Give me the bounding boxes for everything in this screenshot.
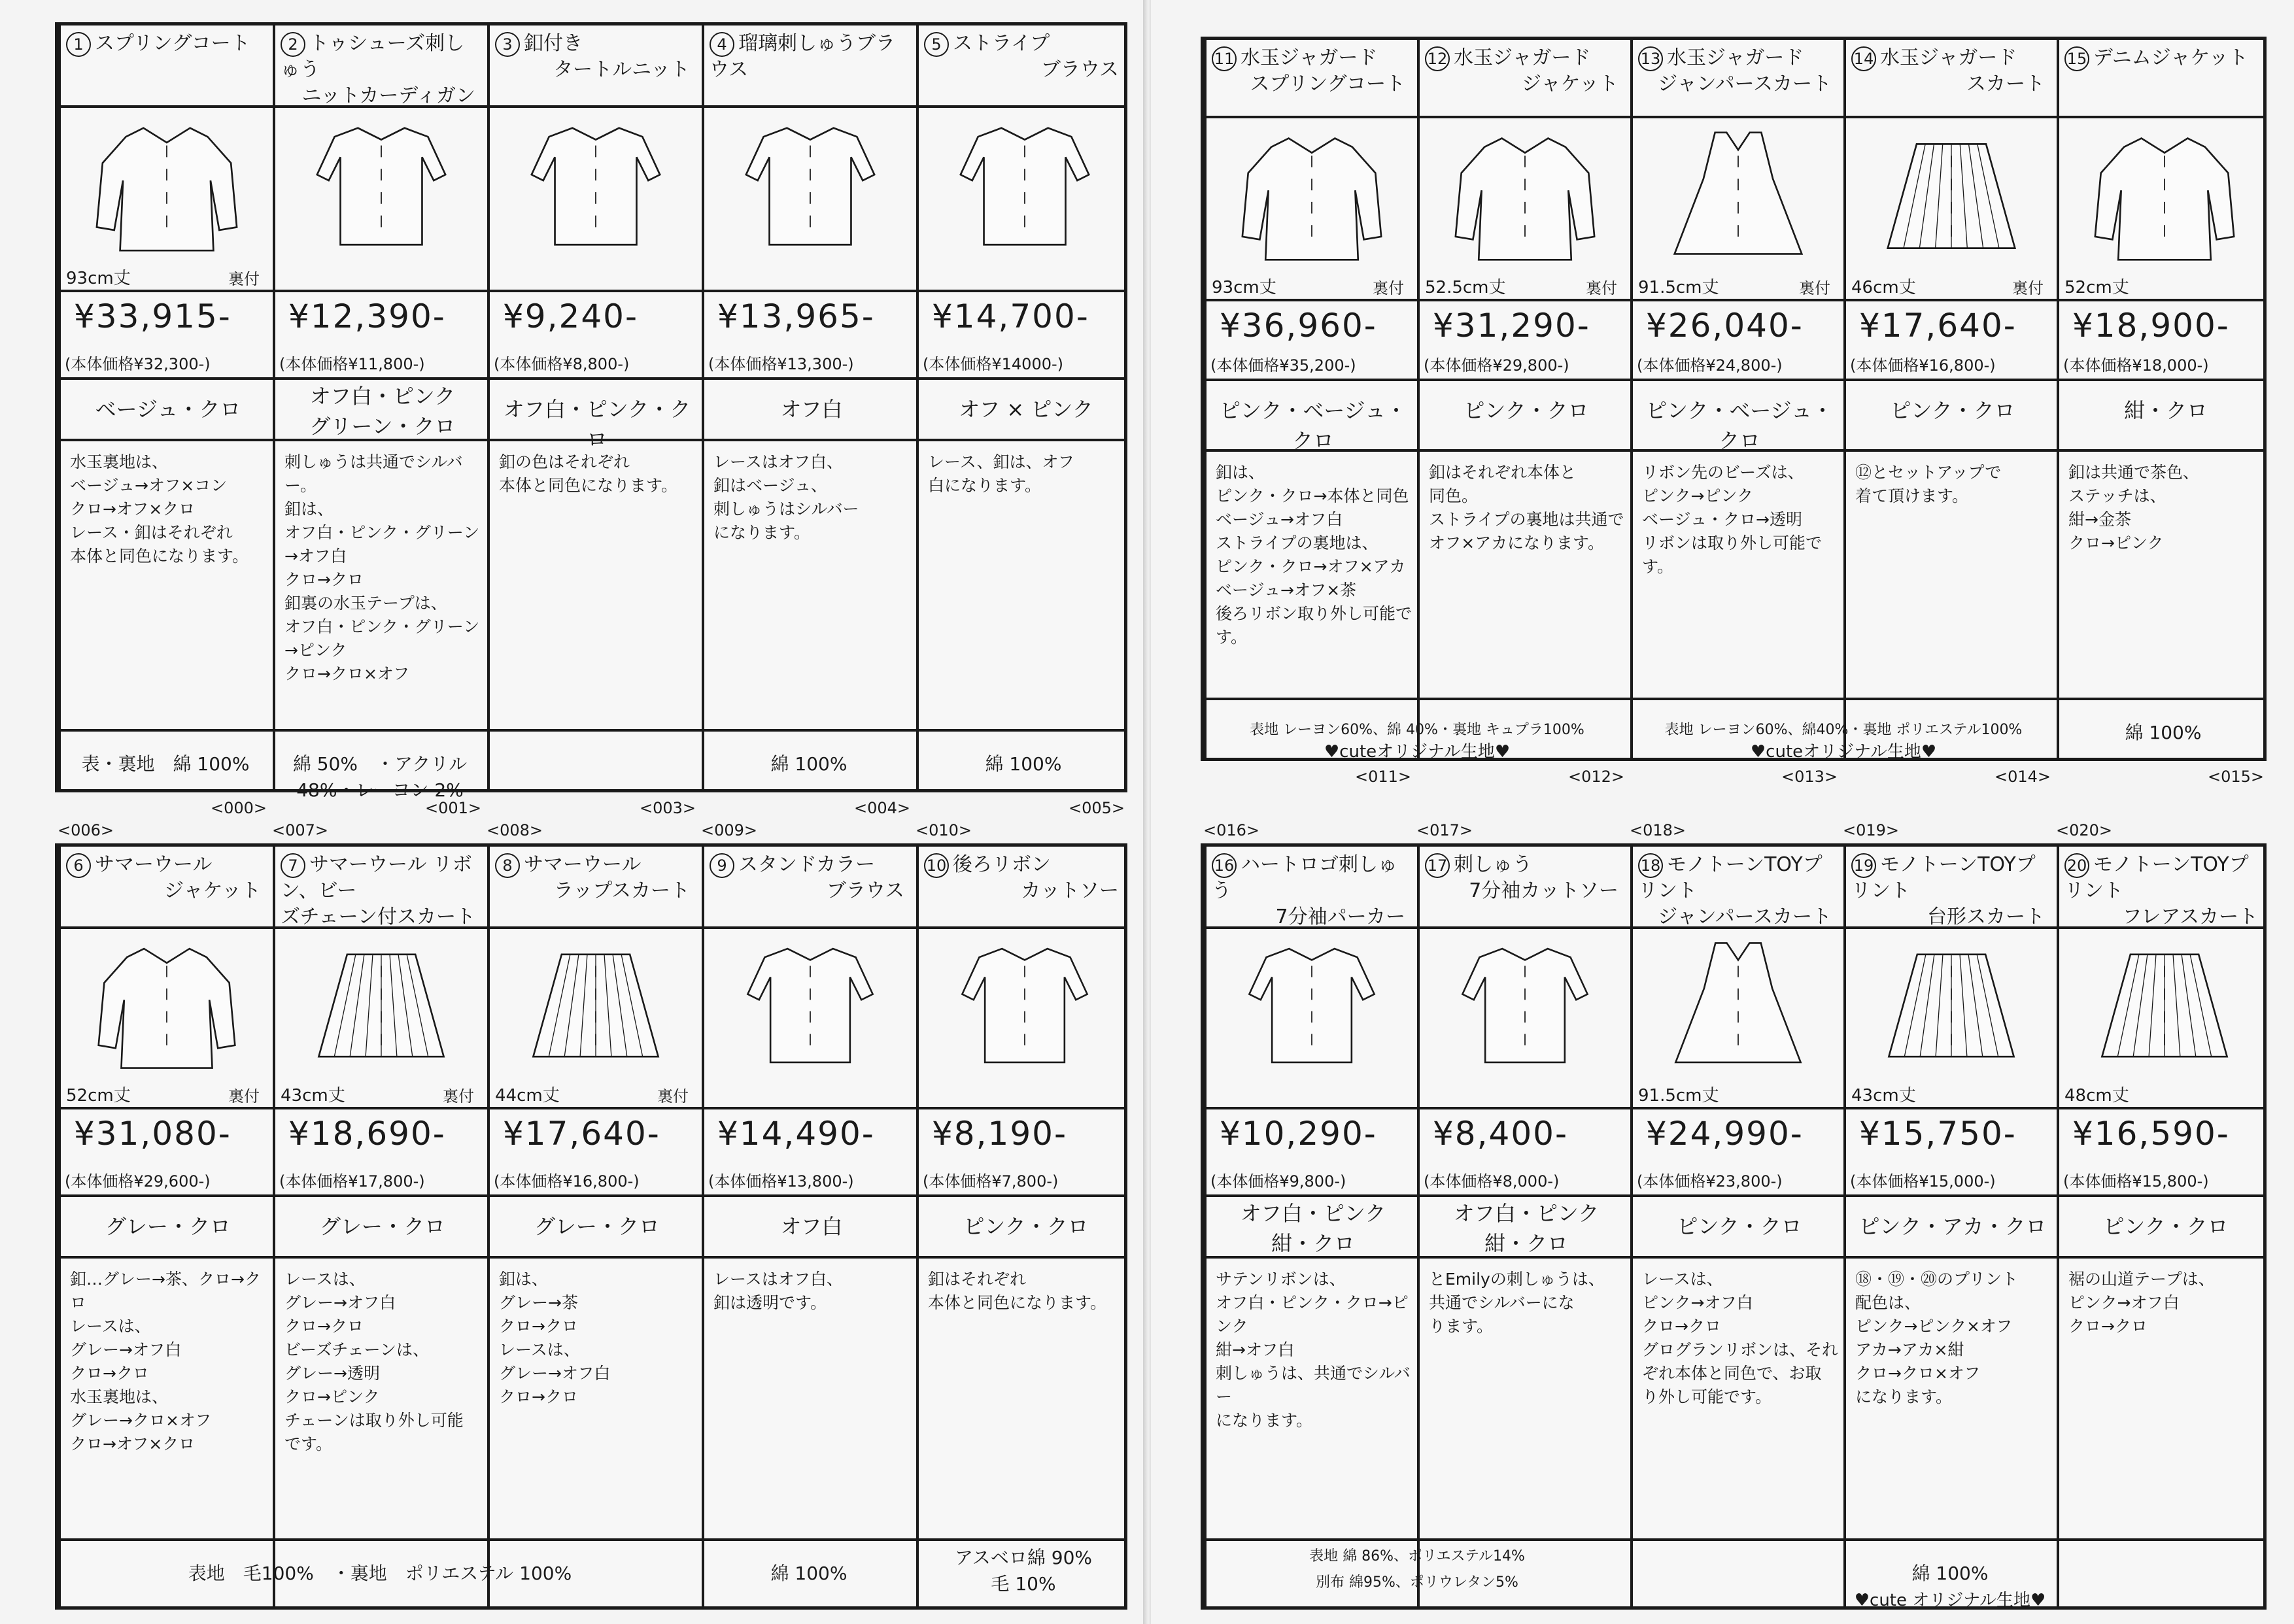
item-code: <003> (640, 799, 696, 817)
item-notes: 刺しゅうは共通でシルバー。 釦は、 オフ白・ピンク・グリーン→オフ白 クロ→クロ 釦裏の水玉テープは、 オフ白・ピンク・グリーン→ピンク クロ→クロ×オフ (284, 452, 480, 683)
item-title (710, 31, 911, 83)
material-text: 表地 毛100% ・裏地 ポリエステル 100% (188, 1563, 572, 1584)
item-name-line: 水玉ジャガード (1667, 46, 1804, 69)
color-options (1216, 1198, 1411, 1259)
item-title (1638, 45, 1838, 97)
garment-illustration-icon (1210, 932, 1413, 1079)
item-column (2057, 847, 2270, 1606)
item-column (702, 847, 916, 1606)
item-title (2064, 45, 2265, 71)
garment-illustration-icon (2063, 121, 2266, 271)
item-column (2057, 40, 2270, 758)
length-label: 48cm丈 (2064, 1086, 2129, 1106)
item-number: 7 (281, 853, 305, 878)
item-title (924, 852, 1125, 904)
color-options (499, 394, 695, 454)
base-price: (本体価格¥23,800-) (1637, 1172, 1783, 1191)
item-title (281, 31, 482, 109)
item-name-line: ジャケット (164, 879, 261, 902)
garment-illustration (1210, 121, 1413, 271)
material-text: 綿 100% (985, 753, 1062, 775)
garment-illustration-icon (1424, 121, 1626, 271)
item-notes: 釦はそれぞれ 本体と同色になります。 (928, 1270, 1107, 1312)
color-option: ピンク・クロ (1890, 398, 2015, 423)
garment-illustration-icon (65, 110, 269, 262)
material-text: 表・裏地 綿 100% (81, 753, 250, 775)
price: ¥26,040- (1646, 307, 1804, 345)
garment-illustration-icon (708, 932, 912, 1079)
item-notes: 釦の色はそれぞれ 本体と同色になります。 (499, 452, 678, 495)
item-notes: レースは、 ピンク→オフ白 クロ→クロ グログランリボンは、それ ぞれ本体と同色で、お取 り外し可能です。 (1642, 1270, 1839, 1406)
item-title (1638, 852, 1838, 930)
item-column (1417, 847, 1630, 1606)
item-name-line: 7分袖パーカー (1275, 905, 1405, 928)
material-text: 綿 100% (2125, 722, 2202, 743)
item-column (273, 25, 487, 789)
catalog-block-a (55, 22, 1127, 801)
item-code: <017> (1416, 821, 1473, 839)
item-name-line: モノトーンTOYプリント (2064, 853, 2249, 902)
length-label: 46cm丈 (1851, 278, 1916, 297)
price: ¥13,965- (717, 297, 875, 335)
color-option: ベージュ・クロ (95, 397, 241, 422)
lining-label: 裏付 (1799, 279, 1830, 297)
item-title (495, 31, 696, 83)
price: ¥10,290- (1220, 1115, 1377, 1153)
item-title (710, 852, 911, 904)
base-price: (本体価格¥13,300-) (708, 355, 854, 373)
item-column (1417, 40, 1630, 758)
garment-illustration-icon (1850, 121, 2053, 271)
price: ¥17,640- (1859, 307, 2017, 345)
color-option: グレー・クロ (319, 1214, 445, 1239)
item-name-line: スタンドカラー (738, 853, 876, 876)
item-title (1851, 852, 2051, 930)
item-code: <001> (425, 799, 482, 817)
catalog-block-d (1201, 843, 2267, 1610)
garment-illustration-icon (1637, 121, 1840, 271)
item-column (487, 25, 702, 789)
item-title (66, 852, 267, 904)
material-text: 表地 レーヨン60%、綿40%・裏地 ポリエステル100% (1664, 722, 2023, 738)
item-name-line: 後ろリボン (953, 853, 1051, 876)
lining-label: 裏付 (1373, 279, 1404, 297)
color-option: 紺・クロ (1271, 1231, 1355, 1256)
item-name-line: サマーウール (524, 853, 642, 876)
item-number: 18 (1638, 853, 1663, 878)
garment-illustration (1850, 932, 2053, 1079)
base-price: (本体価格¥8,800-) (494, 355, 630, 373)
base-price: (本体価格¥15,000-) (1850, 1172, 1996, 1191)
item-name-line: モノトーンTOYプリント (1638, 853, 1823, 902)
item-code: <005> (1069, 799, 1125, 817)
item-title (66, 31, 267, 57)
item-notes: 釦はそれぞれ本体と 同色。 ストライプの裏地は共通で オフ×アカになります。 (1429, 463, 1624, 552)
color-option: ピンク・アカ・クロ (1858, 1214, 2047, 1239)
price: ¥17,640- (503, 1115, 660, 1153)
base-price: (本体価格¥11,800-) (279, 355, 425, 373)
garment-illustration-icon (708, 110, 912, 262)
garment-illustration-icon (1850, 932, 2053, 1079)
item-name-line: ハートロゴ刺しゅう (1212, 853, 1397, 902)
item-name-line: デニムジャケット (2093, 46, 2248, 69)
item-code: <016> (1203, 821, 1260, 839)
color-options (2068, 396, 2263, 426)
item-column (487, 847, 702, 1606)
base-price: (本体価格¥7,800-) (923, 1172, 1059, 1191)
color-options (499, 1211, 695, 1242)
base-price: (本体価格¥32,300-) (65, 355, 211, 373)
item-title (1212, 45, 1412, 97)
item-name-line: 7分袖カットソー (1469, 879, 1618, 902)
color-option: オフ × ピンク (959, 397, 1093, 422)
garment-illustration-icon (1637, 932, 1840, 1079)
base-price: (本体価格¥29,800-) (1424, 356, 1569, 375)
color-options (1429, 396, 1624, 426)
garment-illustration (2063, 932, 2266, 1079)
item-code: <009> (701, 821, 758, 839)
item-column (1843, 40, 2057, 758)
price: ¥31,080- (74, 1115, 231, 1153)
item-name-line: 釦付き (524, 32, 583, 55)
color-option: グレー・クロ (105, 1214, 231, 1239)
item-title (1851, 45, 2051, 97)
material-text: アスベロ綿 90% 毛 10% (954, 1547, 1092, 1595)
garment-illustration (708, 932, 912, 1079)
garment-illustration (1424, 121, 1626, 271)
item-number: 2 (281, 32, 305, 57)
item-code: <011> (1355, 768, 1412, 786)
base-price: (本体価格¥24,800-) (1637, 356, 1783, 375)
garment-illustration (1637, 121, 1840, 271)
item-name-line: サマーウール リボン、ビー (281, 853, 472, 902)
item-column (1204, 40, 1417, 758)
item-name-line: スプリングコート (1250, 73, 1405, 95)
item-name-line: モノトーンTOYプリント (1851, 853, 2036, 902)
lining-label: 裏付 (443, 1087, 474, 1106)
item-name-line: ズチェーン付スカート (281, 905, 475, 928)
price: ¥14,490- (717, 1115, 875, 1153)
price: ¥24,990- (1646, 1115, 1804, 1153)
item-title (924, 31, 1125, 83)
item-name-line: スプリングコート (95, 32, 250, 55)
fabric-footnote: ♥cute オリジナル生地♥ (1854, 1591, 2046, 1610)
garment-illustration (923, 110, 1127, 262)
length-label: 93cm丈 (66, 269, 131, 288)
base-price: (本体価格¥29,600-) (65, 1172, 211, 1191)
color-option: グリーン・クロ (309, 414, 456, 439)
item-name-line: 水玉ジャガード (1454, 46, 1591, 69)
item-title (281, 852, 482, 930)
color-option: オフ白 (780, 1214, 843, 1239)
color-option: オフ白・ピンク (1453, 1201, 1600, 1226)
item-title (1212, 852, 1412, 930)
item-code: <006> (58, 821, 114, 839)
item-number: 15 (2064, 46, 2089, 71)
garment-illustration-icon (923, 110, 1127, 262)
item-column (58, 25, 273, 789)
garment-illustration-icon (923, 932, 1127, 1079)
item-notes: 釦…グレー→茶、クロ→クロ レースは、 グレー→オフ白 クロ→クロ 水玉裏地は、 グレー→クロ×オフ クロ→オフ×クロ (70, 1270, 261, 1453)
price: ¥36,960- (1220, 307, 1377, 345)
length-label: 91.5cm丈 (1638, 278, 1719, 297)
garment-illustration-icon (1210, 121, 1413, 271)
garment-illustration-icon (494, 110, 698, 262)
color-option: 紺・クロ (1484, 1231, 1568, 1256)
color-options (70, 394, 266, 424)
length-label: 52.5cm丈 (1425, 278, 1506, 297)
color-option: オフ白 (780, 397, 843, 422)
item-name-line: トゥシューズ刺しゅう (281, 32, 465, 81)
base-price: (本体価格¥13,800-) (708, 1172, 854, 1191)
base-price: (本体価格¥9,800-) (1210, 1172, 1346, 1191)
material-text: 綿 50% ・アクリル 48%・レーヨン 2% (292, 753, 468, 801)
lining-label: 裏付 (228, 270, 260, 288)
color-options (1855, 396, 2050, 426)
price: ¥33,915- (74, 297, 231, 335)
item-number: 1 (66, 32, 91, 57)
item-column (1630, 40, 1843, 758)
color-option: ピンク・ベージュ・クロ (1219, 398, 1407, 453)
color-option: ピンク・クロ (2103, 1214, 2229, 1239)
item-notes: レースは、 グレー→オフ白 クロ→クロ ビーズチェーンは、 グレー→透明 クロ→ピンク チェーンは取り外し可能 です。 (284, 1270, 464, 1453)
garment-illustration (65, 932, 269, 1079)
length-label: 52cm丈 (66, 1086, 131, 1106)
garment-illustration (1424, 932, 1626, 1079)
color-options (1642, 396, 1837, 456)
material-text: 綿 100% (770, 753, 847, 775)
color-options (713, 394, 910, 424)
item-notes: ⑱・⑲・⑳のプリント 配色は、 ピンク→ピンク×オフ アカ→アカ×紺 クロ→クロ×オフ になります。 (1855, 1270, 2019, 1406)
garment-illustration (1850, 121, 2053, 271)
item-column (58, 847, 273, 1606)
item-notes: レースはオフ白、 釦は透明です。 (713, 1270, 844, 1312)
length-label: 43cm丈 (281, 1086, 345, 1106)
catalog-block-b (55, 843, 1127, 1610)
color-options (70, 1211, 266, 1242)
item-code: <019> (1843, 821, 1900, 839)
color-option: オフ白・ピンク (309, 384, 456, 409)
item-number: 16 (1212, 853, 1237, 878)
item-code: <014> (1994, 768, 2051, 786)
item-code: <018> (1630, 821, 1686, 839)
length-label: 91.5cm丈 (1638, 1086, 1719, 1106)
item-number: 14 (1851, 46, 1876, 71)
item-notes: 水玉裏地は、 ベージュ→オフ×コン クロ→オフ×クロ レース・釦はそれぞれ 本体と同色になります。 (70, 452, 249, 566)
fabric-footnote: ♥cuteオリジナル生地♥ (1324, 742, 1511, 762)
color-option: ピンク・クロ (963, 1214, 1089, 1239)
item-number: 6 (66, 853, 91, 878)
color-options (1642, 1211, 1837, 1242)
lining-label: 裏付 (657, 1087, 689, 1106)
item-number: 8 (495, 853, 520, 878)
base-price: (本体価格¥18,000-) (2063, 356, 2209, 375)
item-name-line: カットソー (1021, 879, 1119, 902)
garment-illustration (2063, 121, 2266, 271)
item-name-line: ジャンパースカート (1658, 73, 1832, 95)
garment-illustration (279, 932, 483, 1079)
base-price: (本体価格¥16,800-) (494, 1172, 640, 1191)
garment-illustration-icon (279, 932, 483, 1079)
material-text: 表地 綿 86%、ポリエステル14% 別布 綿95%、ポリウレタン5% (1309, 1548, 1525, 1591)
garment-illustration-icon (494, 932, 698, 1079)
item-name-line: ブラウス (826, 879, 904, 902)
lining-label: 裏付 (2012, 279, 2044, 297)
item-number: 12 (1425, 46, 1450, 71)
garment-illustration (494, 110, 698, 262)
color-option: 紺・クロ (2123, 398, 2208, 423)
base-price: (本体価格¥15,800-) (2063, 1172, 2209, 1191)
fabric-footnote: ♥cuteオリジナル生地♥ (1750, 742, 1937, 762)
item-notes: レース、釦は、オフ 白になります。 (928, 452, 1074, 495)
item-title (1425, 45, 1625, 97)
item-notes: 釦は、 グレー→茶 クロ→クロ レースは、 グレー→オフ白 クロ→クロ (499, 1270, 611, 1406)
item-column (916, 25, 1131, 789)
base-price: (本体価格¥14000-) (923, 355, 1064, 373)
item-name-line: 刺しゅう (1454, 853, 1532, 876)
price: ¥18,900- (2072, 307, 2230, 345)
color-option: ピンク・クロ (1677, 1214, 1802, 1239)
price: ¥16,590- (2072, 1115, 2230, 1153)
garment-illustration-icon (1424, 932, 1626, 1079)
material-text: 表地 レーヨン60%、綿 40%・裏地 キュプラ100% (1250, 722, 1584, 738)
item-code: <015> (2208, 768, 2265, 786)
length-label: 44cm丈 (495, 1086, 560, 1106)
base-price: (本体価格¥35,200-) (1210, 356, 1356, 375)
item-name-line: ジャケット (1522, 73, 1618, 95)
color-option: ピンク・ベージュ・クロ (1645, 398, 1834, 453)
item-code: <000> (211, 799, 267, 817)
item-number: 3 (495, 32, 520, 57)
item-name-line: フレアスカート (2122, 905, 2258, 928)
item-number: 5 (924, 32, 949, 57)
item-name-line: 台形スカート (1927, 905, 2045, 928)
color-options (284, 381, 481, 441)
price: ¥8,190- (932, 1115, 1067, 1153)
item-code: <007> (272, 821, 329, 839)
item-number: 4 (710, 32, 734, 57)
garment-illustration (708, 110, 912, 262)
item-code: <004> (854, 799, 911, 817)
item-title (1425, 852, 1625, 904)
item-code: <008> (487, 821, 543, 839)
lining-label: 裏付 (228, 1087, 260, 1106)
color-option: グレー・クロ (534, 1214, 660, 1239)
item-number: 11 (1212, 46, 1237, 71)
color-options (1216, 396, 1411, 456)
item-number: 9 (710, 853, 734, 878)
lining-label: 裏付 (1586, 279, 1617, 297)
price: ¥14,700- (932, 297, 1089, 335)
item-notes: 裾の山道テープは、 ピンク→オフ白 クロ→クロ (2068, 1270, 2215, 1336)
color-option: ピンク・クロ (1464, 398, 1589, 423)
base-price: (本体価格¥8,000-) (1424, 1172, 1560, 1191)
price: ¥31,290- (1433, 307, 1590, 345)
item-notes: リボン先のビーズは、 ピンク→ピンク ベージュ・クロ→透明 リボンは取り外し可能です。 (1642, 463, 1823, 576)
price: ¥15,750- (1859, 1115, 2017, 1153)
color-options (1429, 1198, 1624, 1259)
item-notes: 釦は、 ピンク・クロ→本体と同色 ベージュ→オフ白 ストライプの裏地は、 ピンク・クロ→オフ×アカ ベージュ→オフ×茶 後ろリボン取り外し可能です。 (1216, 463, 1412, 647)
color-options (2068, 1211, 2263, 1242)
item-name-line: 水玉ジャガード (1241, 46, 1378, 69)
base-price: (本体価格¥17,800-) (279, 1172, 425, 1191)
item-column (1843, 847, 2057, 1606)
item-name-line: ニットカーディガン (301, 84, 475, 107)
item-name-line: ブラウス (1040, 58, 1119, 81)
item-name-line: 水玉ジャガード (1880, 46, 2017, 69)
item-code: <020> (2056, 821, 2113, 839)
price: ¥12,390- (288, 297, 446, 335)
garment-illustration (1210, 932, 1413, 1079)
color-options (284, 1211, 481, 1242)
item-number: 20 (2064, 853, 2089, 878)
item-column (1630, 847, 1843, 1606)
item-notes: 釦は共通で茶色、 ステッチは、 紺→金茶 クロ→ピンク (2068, 463, 2200, 552)
item-code: <010> (916, 821, 972, 839)
item-title (495, 852, 696, 904)
item-title (2064, 852, 2265, 930)
garment-illustration (1637, 932, 1840, 1079)
item-name-line: ジャンパースカート (1658, 905, 1832, 928)
length-label: 52cm丈 (2064, 278, 2129, 297)
item-name-line: タートルニット (553, 58, 690, 81)
length-label: 43cm丈 (1851, 1086, 1916, 1106)
item-code: <013> (1781, 768, 1838, 786)
color-options (713, 1211, 910, 1242)
garment-illustration (65, 110, 269, 262)
base-price: (本体価格¥16,800-) (1850, 356, 1996, 375)
garment-illustration-icon (279, 110, 483, 262)
length-label: 93cm丈 (1212, 278, 1276, 297)
price: ¥9,240- (503, 297, 638, 335)
garment-illustration (279, 110, 483, 262)
material-text: 綿 100% (1911, 1563, 1989, 1584)
color-option: オフ白・ピンク (1240, 1201, 1386, 1226)
garment-illustration-icon (2063, 932, 2266, 1079)
color-options (1855, 1211, 2050, 1242)
price: ¥8,400- (1433, 1115, 1568, 1153)
item-column (916, 847, 1131, 1606)
item-name-line: スカート (1966, 73, 2045, 95)
garment-illustration (923, 932, 1127, 1079)
price: ¥18,690- (288, 1115, 446, 1153)
item-number: 10 (924, 853, 949, 878)
item-column (702, 25, 916, 789)
item-name-line: 瑠璃刺しゅうブラウス (710, 32, 895, 81)
item-notes: ⑫とセットアップで 着て頂けます。 (1855, 463, 2002, 505)
item-name-line: ラップスカート (553, 879, 690, 902)
color-option: オフ白・ピンク・クロ (503, 397, 691, 452)
garment-illustration-icon (65, 932, 269, 1079)
item-notes: レースはオフ白、 釦はベージュ、 刺しゅうはシルバー になります。 (713, 452, 859, 542)
item-column (273, 847, 487, 1606)
color-options (928, 394, 1124, 424)
catalog-block-c (1201, 37, 2267, 761)
item-number: 13 (1638, 46, 1663, 71)
item-column (1204, 847, 1417, 1606)
garment-illustration (494, 932, 698, 1079)
item-notes: とEmilyの刺しゅうは、 共通でシルバーにな ります。 (1429, 1270, 1605, 1336)
item-code: <012> (1568, 768, 1625, 786)
material-text: 綿 100% (770, 1563, 847, 1584)
item-number: 19 (1851, 853, 1876, 878)
item-name-line: ストライプ (953, 32, 1050, 55)
color-options (928, 1211, 1124, 1242)
item-name-line: サマーウール (95, 853, 213, 876)
item-notes: サテンリボンは、 オフ白・ピンク・クロ→ピンク 紺→オフ白 刺しゅうは、共通でシルバー になります。 (1216, 1270, 1411, 1430)
item-number: 17 (1425, 853, 1450, 878)
